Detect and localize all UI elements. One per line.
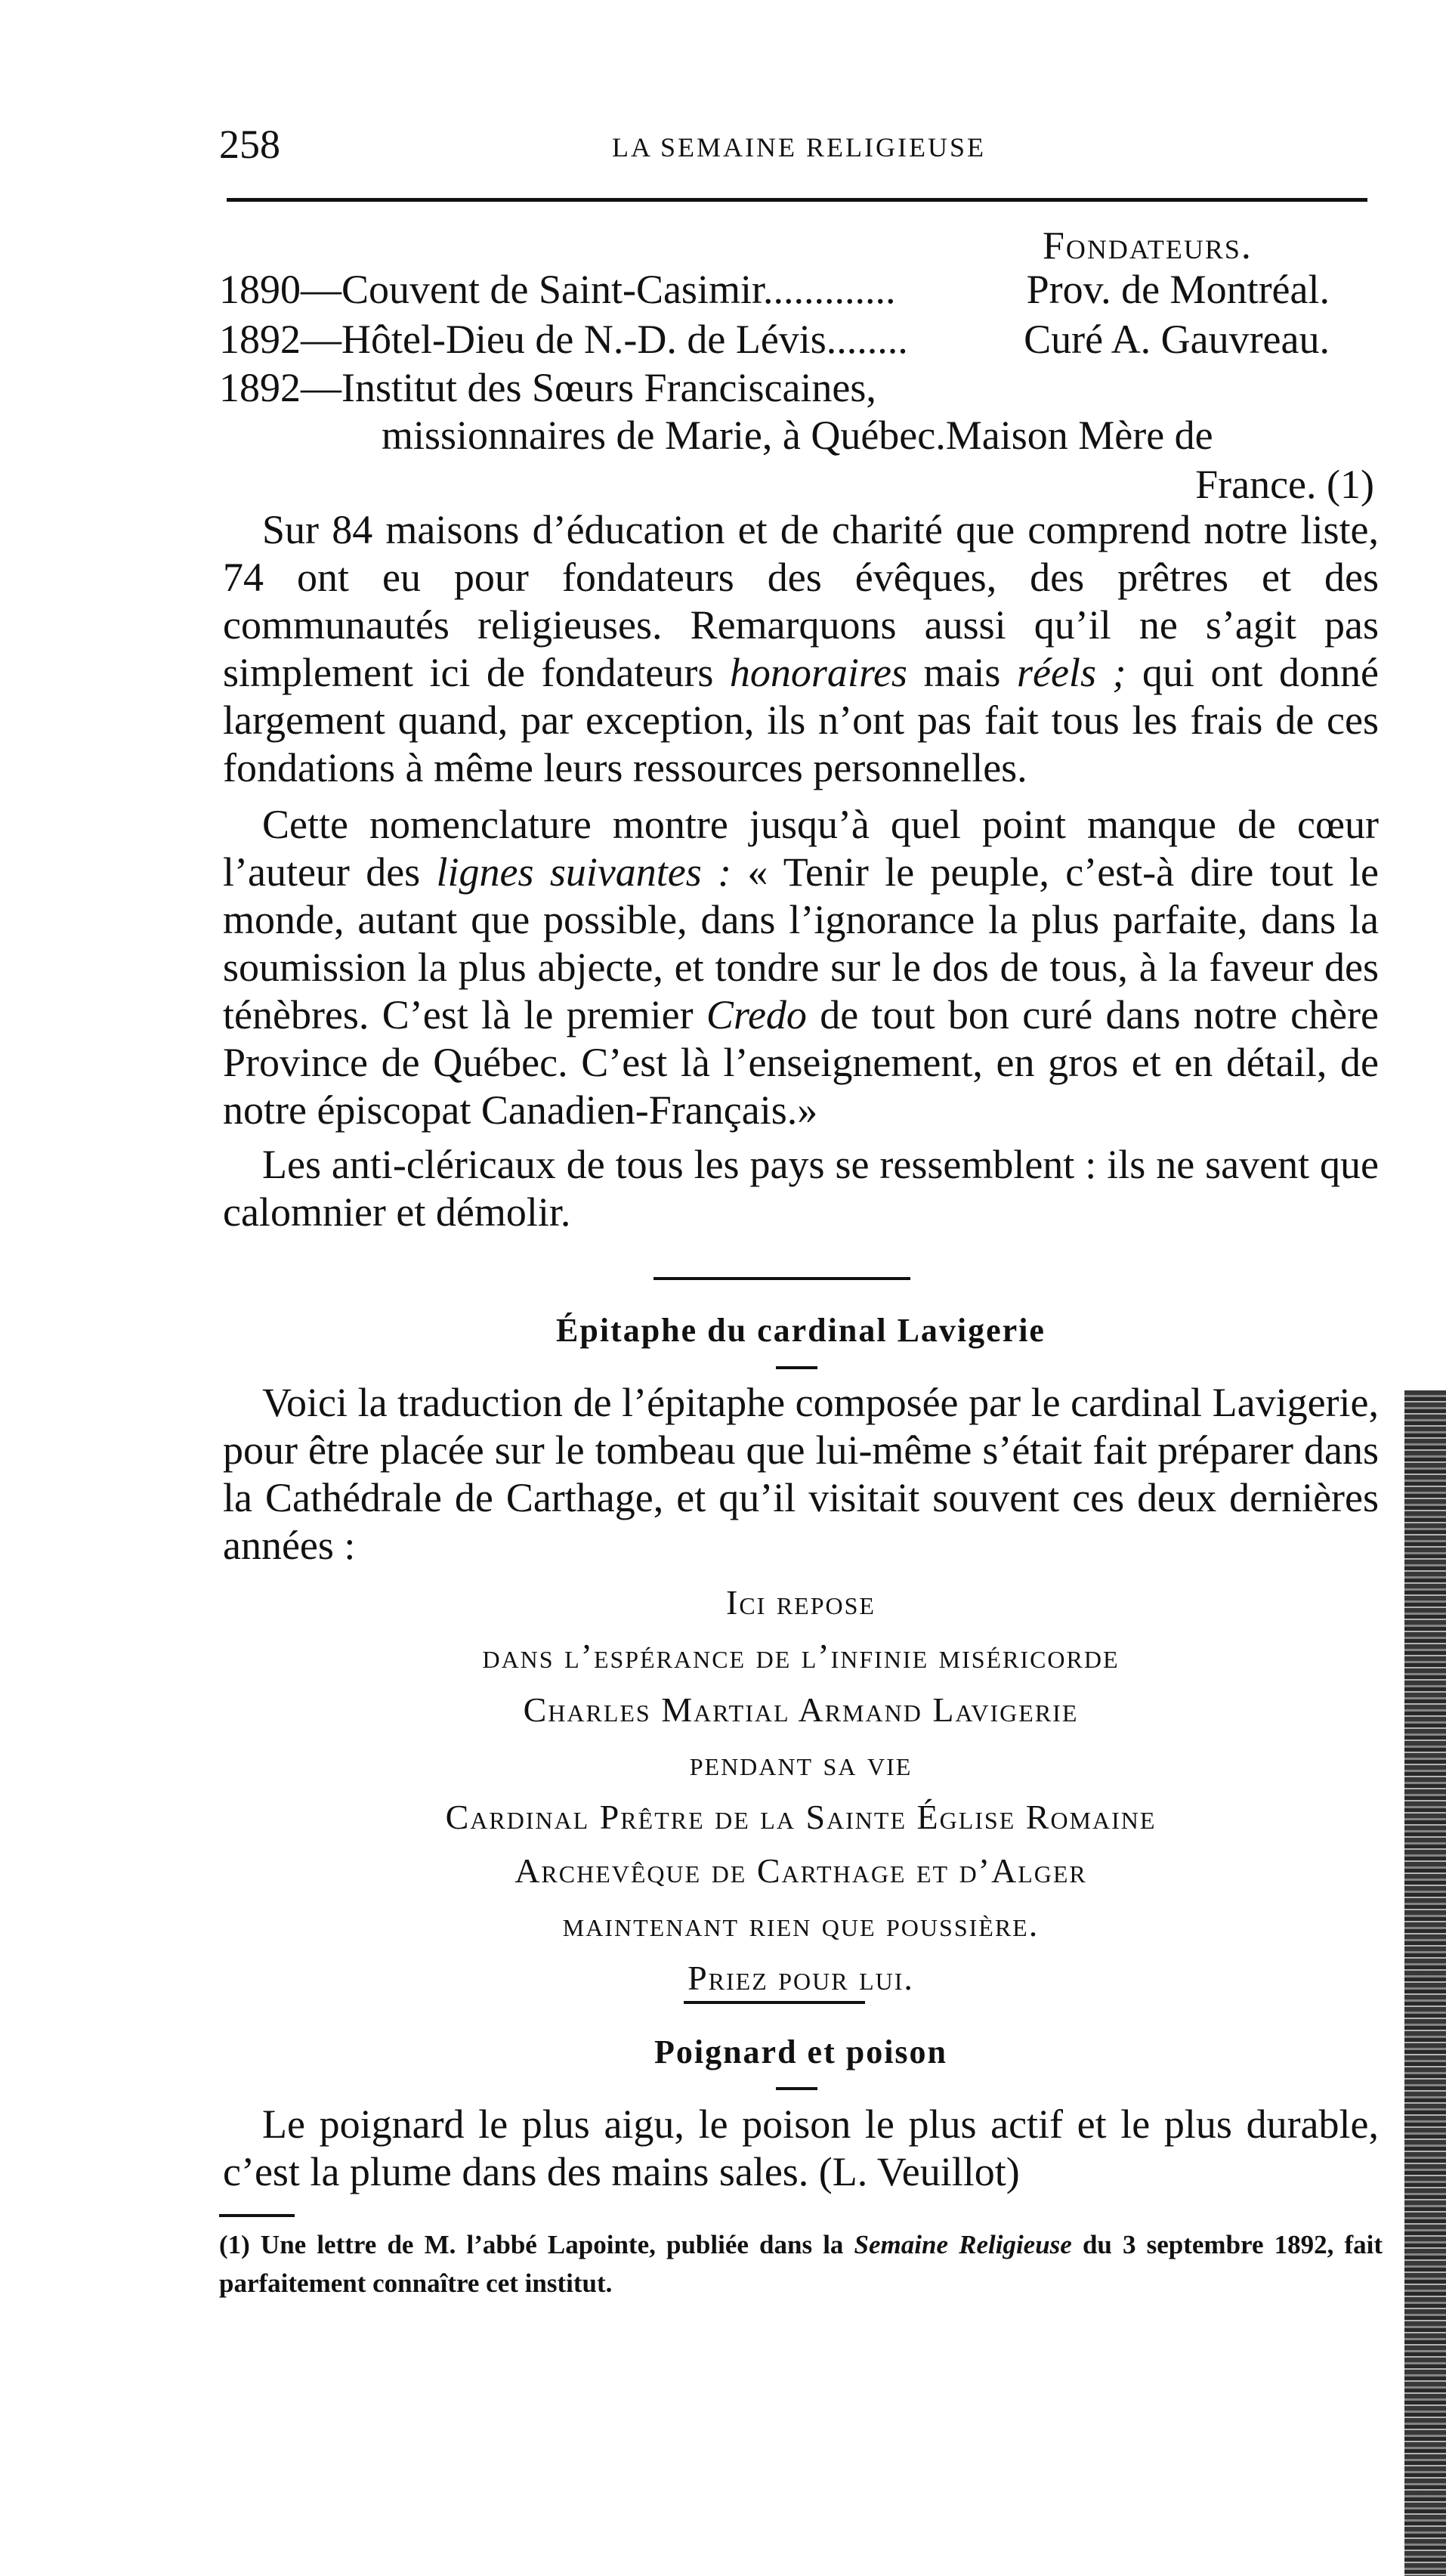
founders-row-label: 1892—Hôtel-Dieu de N.-D. de Lévis........ [219,317,908,362]
text-run: qui ont donné largement quand, par exception, ils n’ont pas fait tous les frais de ces fondations à même leurs ressources personnelles. [223,650,1380,790]
epitaph-line: pendant sa vie [689,1744,913,1783]
paragraph-veuillot-quote: Le poignard le plus aigu, le poison le plus actif et le plus durable, c’est la plume dans des mains sales. (L. Veuillot) [223,2101,1379,2194]
footnote-rule [219,2214,295,2217]
text-run: Sur 84 maisons d’éducation et de charité que comprend notre liste, 74 ont eu pour fondateurs des évêques, des prêtres et des communautés religieuses. Remarquons aussi qu’il ne s’agit pas simplement ici de fondateurs [223,507,1379,695]
founders-row-continuation: missionnaires de Marie, à Québec.Maison Mère de [382,413,1213,458]
italic-run: Credo [706,992,807,1038]
founders-row-founder: Curé A. Gauvreau. [1024,317,1330,362]
founders-row-continuation-end: France. (1) [1195,462,1374,507]
founders-list-row [219,364,1330,413]
epitaph-line: Charles Martial Armand Lavigerie [523,1690,1079,1729]
paragraph-founders-summary [223,506,1379,792]
italic-run: lignes suivantes : [436,849,732,895]
founders-list-row [219,266,1330,314]
founders-row-founder: Prov. de Montréal. [1026,267,1330,312]
italic-run: réels ; [1016,650,1126,695]
header-rule [227,198,1367,202]
running-head: LA SEMAINE RELIGIEUSE [612,132,986,162]
founders-column-heading: Fondateurs. [1043,224,1253,267]
epitaph-line: dans l’espérance de l’infinie miséricorde [482,1637,1120,1675]
founders-row-label: 1892—Institut des Sœurs Franciscaines, [219,365,876,410]
text-run: du 3 septembre 1892, fait parfaitement connaître cet institut. [219,2230,1383,2298]
paragraph-epitaph-intro: Voici la traduction de l’épitaphe composée par le cardinal Lavigerie, pour être placée sur le tombeau que lui-même s’était fait préparer dans la Cathédrale de Carthage, et qu’il visitait souvent ces deux dernières années : [223,1380,1379,1568]
founders-row-label: 1890—Couvent de Saint-Casimir............. [219,267,896,312]
epitaph-block [223,1576,1379,2005]
text-run: « [731,849,783,895]
heading-dash [776,2087,817,2090]
section-rule [684,2001,865,2004]
epitaph-line: Archevêque de Carthage et d’Alger [514,1851,1087,1890]
italic-run: Semaine Religieuse [854,2230,1072,2259]
epitaph-line: Cardinal Prêtre de la Sainte Église Romaine [445,1798,1157,1836]
text-run: (1) Une lettre de M. l’abbé Lapointe, publiée dans la [219,2230,854,2259]
page-header [219,121,1367,166]
text-run: mais [907,650,1017,695]
heading-epitaphe: Épitaphe du cardinal Lavigerie [556,1312,1046,1349]
italic-run: honoraires [729,650,907,695]
epitaph-line: Ici repose [726,1583,876,1622]
text-run: Tenir le peuple, c’est-à dire tout le monde, autant que possible, dans l’ignorance la plus parfaite, dans la soumission la plus abjecte, et tondre sur le dos de tous, à la faveur des ténèbres. C’est là le premier [223,849,1379,1038]
heading-poignard: Poignard et poison [653,2033,948,2070]
heading-dash [776,1366,817,1369]
epitaph-line: Priez pour lui. [687,1959,914,1997]
text-run: Cette nomenclature montre jusqu’à quel point manque de cœur l’auteur des [223,802,1379,895]
founders-list-row [219,316,1330,364]
paragraph-anticlericals: Les anti-cléricaux de tous les pays se ressemblent : ils ne savent que calomnier et démolir. [223,1142,1379,1235]
paragraph-nomenclature [223,801,1379,1134]
page-number: 258 [219,122,280,167]
section-rule [653,1277,910,1280]
epitaph-line: maintenant rien que poussière. [562,1905,1040,1944]
text-run: de tout bon curé dans notre chère Province de Québec. C’est là l’enseignement, en gros et en détail, de notre épiscopat Canadien-Français.» [223,992,1379,1133]
scan-binding-edge [1404,1390,1446,2576]
footnote [219,2225,1383,2302]
